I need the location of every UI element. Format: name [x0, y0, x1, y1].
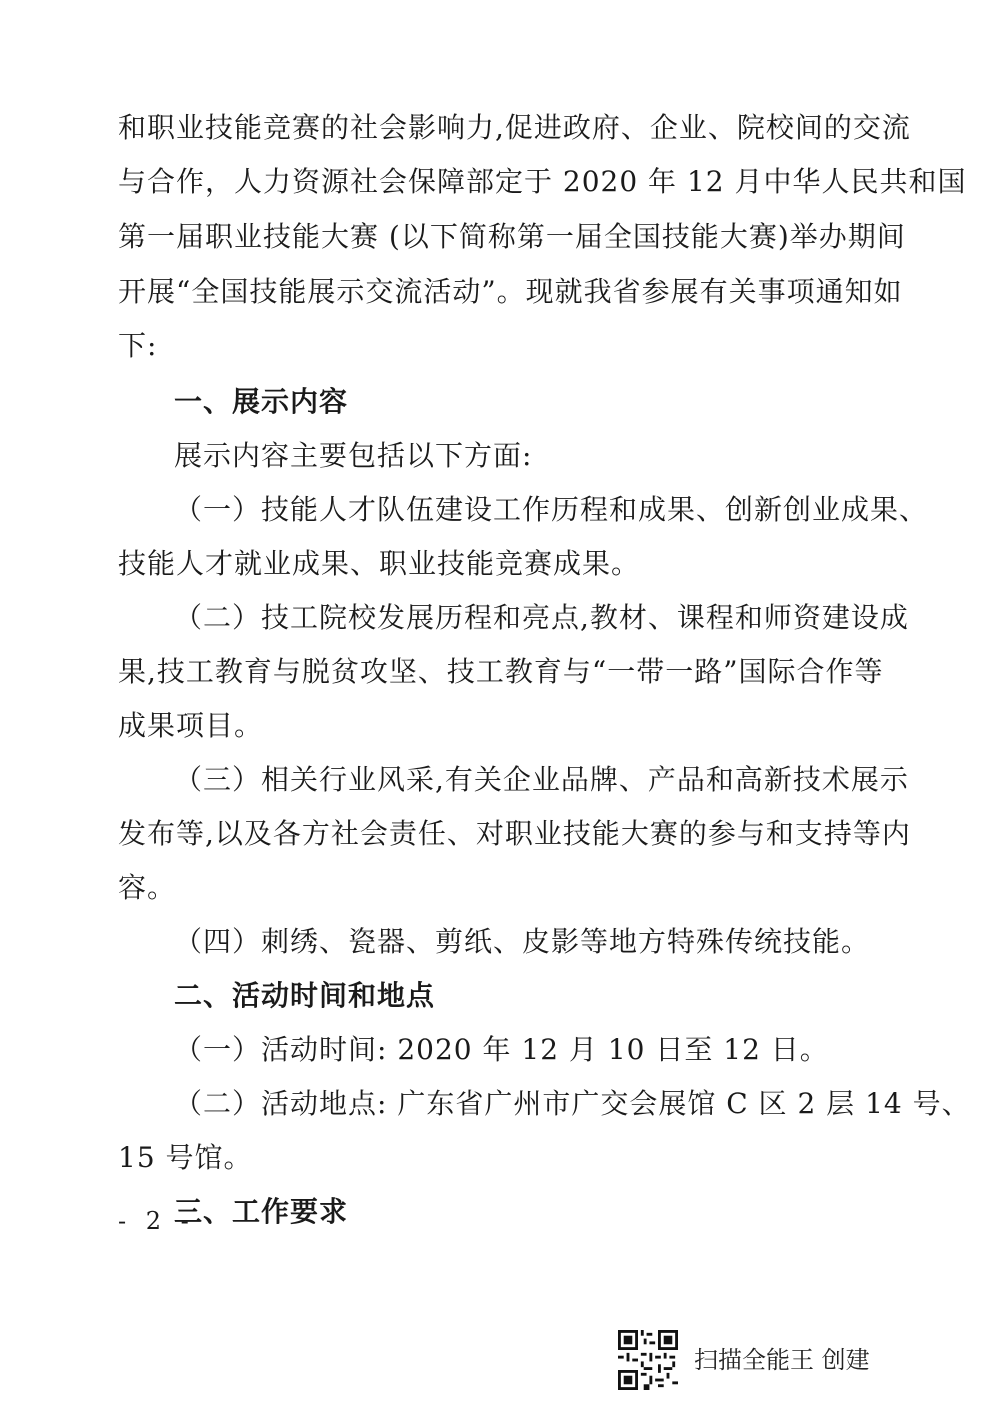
section2-place-line1: （二）活动地点: 广东省广州市广交会展馆 C 区 2 层 14 号、: [174, 1087, 971, 1120]
section1-item3-line3: 容。: [118, 871, 177, 904]
intro-line-2: 与合作，人力资源社会保障部定于 2020 年 12 月中华人民共和国: [118, 165, 967, 198]
intro-line-1: 和职业技能竞赛的社会影响力,促进政府、企业、院校间的交流: [118, 111, 911, 144]
section2-heading: 二、活动时间和地点: [174, 979, 436, 1012]
qr-code-icon: [618, 1330, 678, 1390]
intro-line-5: 下:: [118, 329, 158, 362]
intro-line-3: 第一届职业技能大赛 (以下简称第一届全国技能大赛)举办期间: [118, 220, 906, 253]
section1-item1-line2: 技能人才就业成果、职业技能竞赛成果。: [118, 547, 641, 580]
section1-item2-line3: 成果项目。: [118, 709, 264, 742]
section1-lead: 展示内容主要包括以下方面:: [174, 439, 533, 472]
scanner-watermark: [618, 1330, 888, 1390]
section2-time: （一）活动时间: 2020 年 12 月 10 日至 12 日。: [174, 1033, 829, 1066]
section1-heading: 一、展示内容: [174, 385, 349, 418]
section1-item3-line2: 发布等,以及各方社会责任、对职业技能大赛的参与和支持等内: [118, 817, 911, 850]
section1-item3-line1: （三）相关行业风采,有关企业品牌、产品和高新技术展示: [174, 763, 909, 796]
section1-item1-line1: （一）技能人才队伍建设工作历程和成果、创新创业成果、: [174, 493, 929, 526]
section1-item2-line1: （二）技工院校发展历程和亮点,教材、课程和师资建设成: [174, 601, 909, 634]
section3-heading: 三、工作要求: [174, 1195, 349, 1228]
section1-item2-line2: 果,技工教育与脱贫攻坚、技工教育与“一带一路”国际合作等: [118, 655, 884, 688]
page-number: - 2 -: [118, 1207, 195, 1235]
section2-place-line2: 15 号馆。: [118, 1141, 253, 1174]
intro-line-4: 开展“全国技能展示交流活动”。现就我省参展有关事项通知如: [118, 275, 903, 308]
section1-item4: （四）刺绣、瓷器、剪纸、皮影等地方特殊传统技能。: [174, 925, 871, 958]
watermark-text: 扫描全能王 创建: [694, 1346, 870, 1374]
